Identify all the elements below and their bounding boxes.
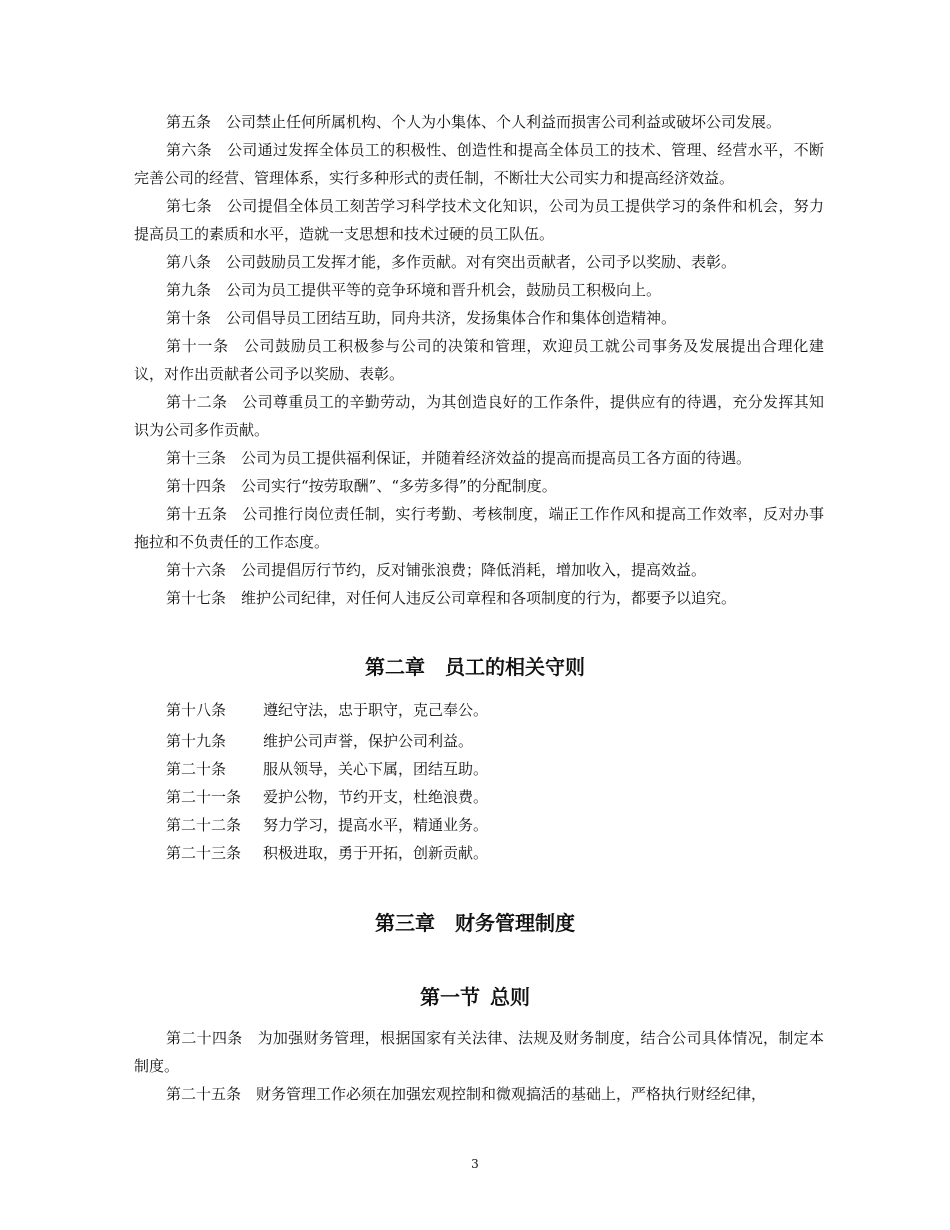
article-text: 财务管理工作必须在加强宏观控制和微观搞活的基础上，严格执行财经纪律， xyxy=(256,1085,767,1103)
article-number: 第十条 xyxy=(166,309,212,327)
article-text: 公司鼓励员工发挥才能，多作贡献。对有突出贡献者，公司予以奖励、表彰。 xyxy=(226,253,737,271)
article-number: 第七条 xyxy=(166,197,212,215)
article-number: 第二十二条 xyxy=(166,816,242,834)
article-text: 公司尊重员工的辛勤劳动，为其创造良好的工作条件，提供应有的待遇，充分发挥其知识为公司多作贡献。 xyxy=(134,393,824,439)
chapter-heading xyxy=(0,652,950,682)
article-paragraph xyxy=(134,556,824,584)
articles-section xyxy=(134,1024,824,1108)
article-number: 第十八条 xyxy=(166,701,227,719)
article-text: 公司为员工提供平等的竞争环境和晋升机会，鼓励员工积极向上。 xyxy=(226,281,662,299)
article-text: 积极进取，勇于开拓，创新贡献。 xyxy=(263,844,489,862)
article-paragraph xyxy=(134,332,824,388)
article-number: 第十二条 xyxy=(166,393,228,411)
article-paragraph xyxy=(134,1080,824,1108)
article-text: 公司鼓励员工积极参与公司的决策和管理，欢迎员工就公司事务及发展提出合理化建议，对作出贡献者公司予以奖励、表彰。 xyxy=(134,337,824,383)
article-paragraph xyxy=(134,444,824,472)
article-paragraph xyxy=(134,276,824,304)
list-item xyxy=(166,811,766,839)
section-heading xyxy=(0,982,950,1012)
article-number: 第九条 xyxy=(166,281,212,299)
article-paragraph xyxy=(134,304,824,332)
page-number: 3 xyxy=(471,1157,479,1171)
article-text: 公司推行岗位责任制，实行考勤、考核制度，端正工作作风和提高工作效率，反对办事拖拉和不负责任的工作态度。 xyxy=(134,505,824,551)
articles-section xyxy=(134,108,824,612)
article-number: 第五条 xyxy=(166,113,212,131)
section-number: 第一节 xyxy=(420,985,480,1009)
article-text: 公司为员工提供福利保证，并随着经济效益的提高而提高员工各方面的待遇。 xyxy=(241,449,752,467)
article-text: 服从领导，关心下属，团结互助。 xyxy=(263,760,489,778)
article-text: 公司提倡全体员工刻苦学习科学技术文化知识，公司为员工提供学习的条件和机会，努力提高员工的素质和水平，造就一支思想和技术过硬的员工队伍。 xyxy=(134,197,824,243)
article-number: 第十六条 xyxy=(166,561,227,579)
article-number: 第二十五条 xyxy=(166,1085,242,1103)
rules-list xyxy=(166,696,766,867)
article-number: 第十七条 xyxy=(166,589,227,607)
article-paragraph xyxy=(134,192,824,248)
list-item xyxy=(166,696,766,724)
list-item xyxy=(166,839,766,867)
article-paragraph xyxy=(134,500,824,556)
article-number: 第十四条 xyxy=(166,477,227,495)
section-title: 总则 xyxy=(490,985,530,1009)
article-number: 第二十四条 xyxy=(166,1029,243,1047)
chapter-title: 财务管理制度 xyxy=(455,911,575,935)
article-text: 爱护公物，节约开支，杜绝浪费。 xyxy=(263,788,489,806)
article-text: 努力学习，提高水平，精通业务。 xyxy=(263,816,489,834)
chapter-number: 第三章 xyxy=(375,911,435,935)
article-number: 第二十三条 xyxy=(166,844,242,862)
article-number: 第十九条 xyxy=(166,732,227,750)
article-paragraph xyxy=(134,472,824,500)
article-text: 遵纪守法，忠于职守，克己奉公。 xyxy=(263,701,489,719)
article-text: 公司禁止任何所属机构、个人为小集体、个人利益而损害公司利益或破坏公司发展。 xyxy=(226,113,782,131)
article-number: 第八条 xyxy=(166,253,212,271)
article-text: 公司实行“按劳取酬”、“多劳多得”的分配制度。 xyxy=(241,477,557,495)
article-paragraph xyxy=(134,108,824,136)
article-text: 公司通过发挥全体员工的积极性、创造性和提高全体员工的技术、管理、经营水平，不断完善公司的经营、管理体系，实行多种形式的责任制，不断壮大公司实力和提高经济效益。 xyxy=(134,141,824,187)
article-text: 为加强财务管理，根据国家有关法律、法规及财务制度，结合公司具体情况，制定本制度。 xyxy=(134,1029,824,1075)
article-number: 第十五条 xyxy=(166,505,228,523)
article-paragraph xyxy=(134,388,824,444)
list-item xyxy=(166,755,766,783)
chapter-title: 员工的相关守则 xyxy=(445,655,585,679)
article-text: 公司提倡厉行节约，反对铺张浪费；降低消耗，增加收入，提高效益。 xyxy=(241,561,707,579)
chapter-number: 第二章 xyxy=(365,655,425,679)
list-item xyxy=(166,727,766,755)
article-number: 第二十一条 xyxy=(166,788,242,806)
article-paragraph xyxy=(134,136,824,192)
chapter-heading xyxy=(0,908,950,938)
article-paragraph xyxy=(134,584,824,612)
article-text: 公司倡导员工团结互助，同舟共济，发扬集体合作和集体创造精神。 xyxy=(226,309,677,327)
list-item xyxy=(166,783,766,811)
article-number: 第二十条 xyxy=(166,760,227,778)
article-text: 维护公司声誉，保护公司利益。 xyxy=(263,732,474,750)
article-paragraph xyxy=(134,248,824,276)
article-text: 维护公司纪律，对任何人违反公司章程和各项制度的行为，都要予以追究。 xyxy=(241,589,737,607)
article-number: 第十三条 xyxy=(166,449,227,467)
article-number: 第十一条 xyxy=(166,337,229,355)
article-number: 第六条 xyxy=(166,141,212,159)
article-paragraph xyxy=(134,1024,824,1080)
